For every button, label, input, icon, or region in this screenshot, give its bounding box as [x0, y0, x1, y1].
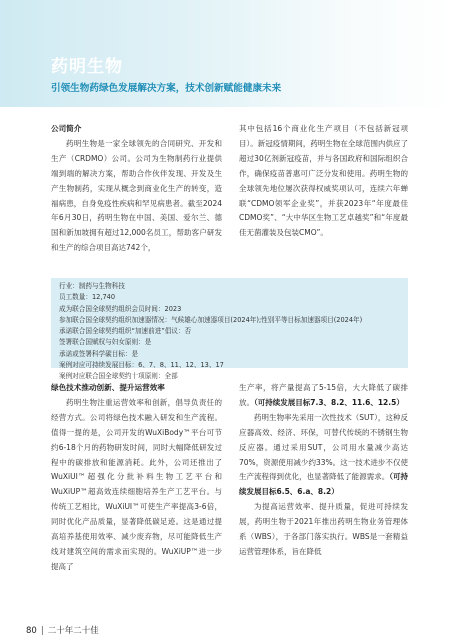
company-info-box — [51, 278, 408, 381]
section-text: 生产率，将产量提高了5-15倍，大大降低了碳排放。 — [239, 383, 408, 407]
section-heading: 绿色技术推动创新、提升运营效率 — [51, 383, 165, 392]
intro-paragraph-right: 其中包括16个商业化生产项目（不包括新冠项目）。新冠疫情期间，药明生物在全球范围内供应了超过30亿剂新冠疫苗，并与各国政府和国际组织合作，确保疫苗普惠可广泛分发和使用。药明生物的全球领先地位屡次获得权威奖项认可，连续六年蝉联“CDMO领军企业奖”，并获2023年“年度最佳CDMO奖”、“大中华区生物工艺卓越奖”和“年度最佳无菌灌装及包装CMO”。 — [239, 124, 408, 238]
info-line: 案例对应可持续发展目标：6、7、8、11、12、13、17 — [59, 361, 224, 370]
company-title: 药明生物 — [51, 57, 123, 77]
info-line: 承诺或签署科学碳目标：是 — [59, 349, 139, 358]
footer-separator: | — [40, 626, 44, 636]
info-line: 行业：制药与生物科技 — [59, 282, 125, 290]
info-line: 承诺联合国全球契约组织“加速前进”倡议：否 — [59, 327, 192, 336]
info-line: 案例对应联合国全球契约十项原则：全部 — [59, 372, 178, 381]
intro-right-column — [239, 122, 408, 241]
info-line: 成为联合国全球契约组织会员时间：2023 — [59, 304, 182, 313]
section-paragraph: 为提高运营效率、提升质量，促进可持续发展，药明生物于2021年推出药明生物业务管理体系（WBS），于各部门落实执行。WBS是一套精益运营管理体系，旨在降低 — [239, 502, 408, 556]
section-right-column — [239, 381, 408, 560]
page-subtitle: 引领生物药绿色发展解决方案，技术创新赋能健康未来 — [51, 83, 282, 94]
info-line: 员工数量：12,740 — [59, 293, 116, 302]
section-left-column — [51, 381, 222, 575]
intro-left-column — [51, 122, 222, 256]
intro-paragraph-left: 药明生物是一家全球领先的合同研究、开发和生产（CRDMO）公司。公司为生物制药行业提供端到端的解决方案，帮助合作伙伴发现、开发及生产生物制药，实现从概念到商业化生产的转变，造福病患，自身免疫性疾病和罕见病患者。截至2024年6月30日，药明生物在中国、美国、爱尔兰、德国和新加坡拥有超过12,000名员工，帮助客户研发和生产的综合项目高达742个， — [51, 138, 222, 253]
info-line: 签署联合国赋权与妇女原则：是 — [59, 338, 152, 347]
page-number: 80 — [26, 626, 37, 636]
info-line: 参加联合国全球契约组织加速器情况：气候雄心加速器项目(2024年);性别平等目标加速器项目(2024年) — [59, 315, 363, 324]
sdg-reference: （可持续发展目标7.3、8.2、11.6、12.5） — [254, 397, 404, 407]
page-footer — [26, 624, 99, 636]
header-band — [0, 0, 453, 107]
publication-name: 二十年二十佳 — [47, 626, 99, 636]
section-text: 药明生物率先采用一次性技术（SUT），这种反应器高效、经济、环保，可替代传统的不锈钢生物反应器。通过采用SUT，公司用水量减少高达70%，资源使用减少约33%。这一技术进步不仅使生产流程得到优化，也显著降低了能源需求。 — [239, 412, 408, 482]
section-paragraph — [239, 381, 408, 411]
sdg-reference: （可持续发展目标6.5、6.a、8.2） — [239, 472, 409, 497]
intro-heading: 公司简介 — [51, 124, 82, 133]
section-paragraph — [239, 411, 408, 500]
section-paragraph: 药明生物注重运营效率和创新，倡导负责任的经营方式。公司将绿色技术融入研发和生产流程。值得一提的是，公司开发的WuXiBody™平台可节约6-18个月的药物研发时间，同时大幅降低研发过程中的碳排放和能源消耗。此外，公司还推出了WuXiUI™超强化分批补料生物工艺平台和WuXiUP™超高效连续细胞培养生产工艺平台。与传统工艺相比，WuXiUI™可使生产率提高3-6倍，同时优化产品质量，显著降低碳足迹。这是通过提高培养基使用效率、减少废弃物，尽可能降低生产线对建筑空间的需求而实现的。WuXiUP™进一步提高了 — [51, 397, 222, 571]
